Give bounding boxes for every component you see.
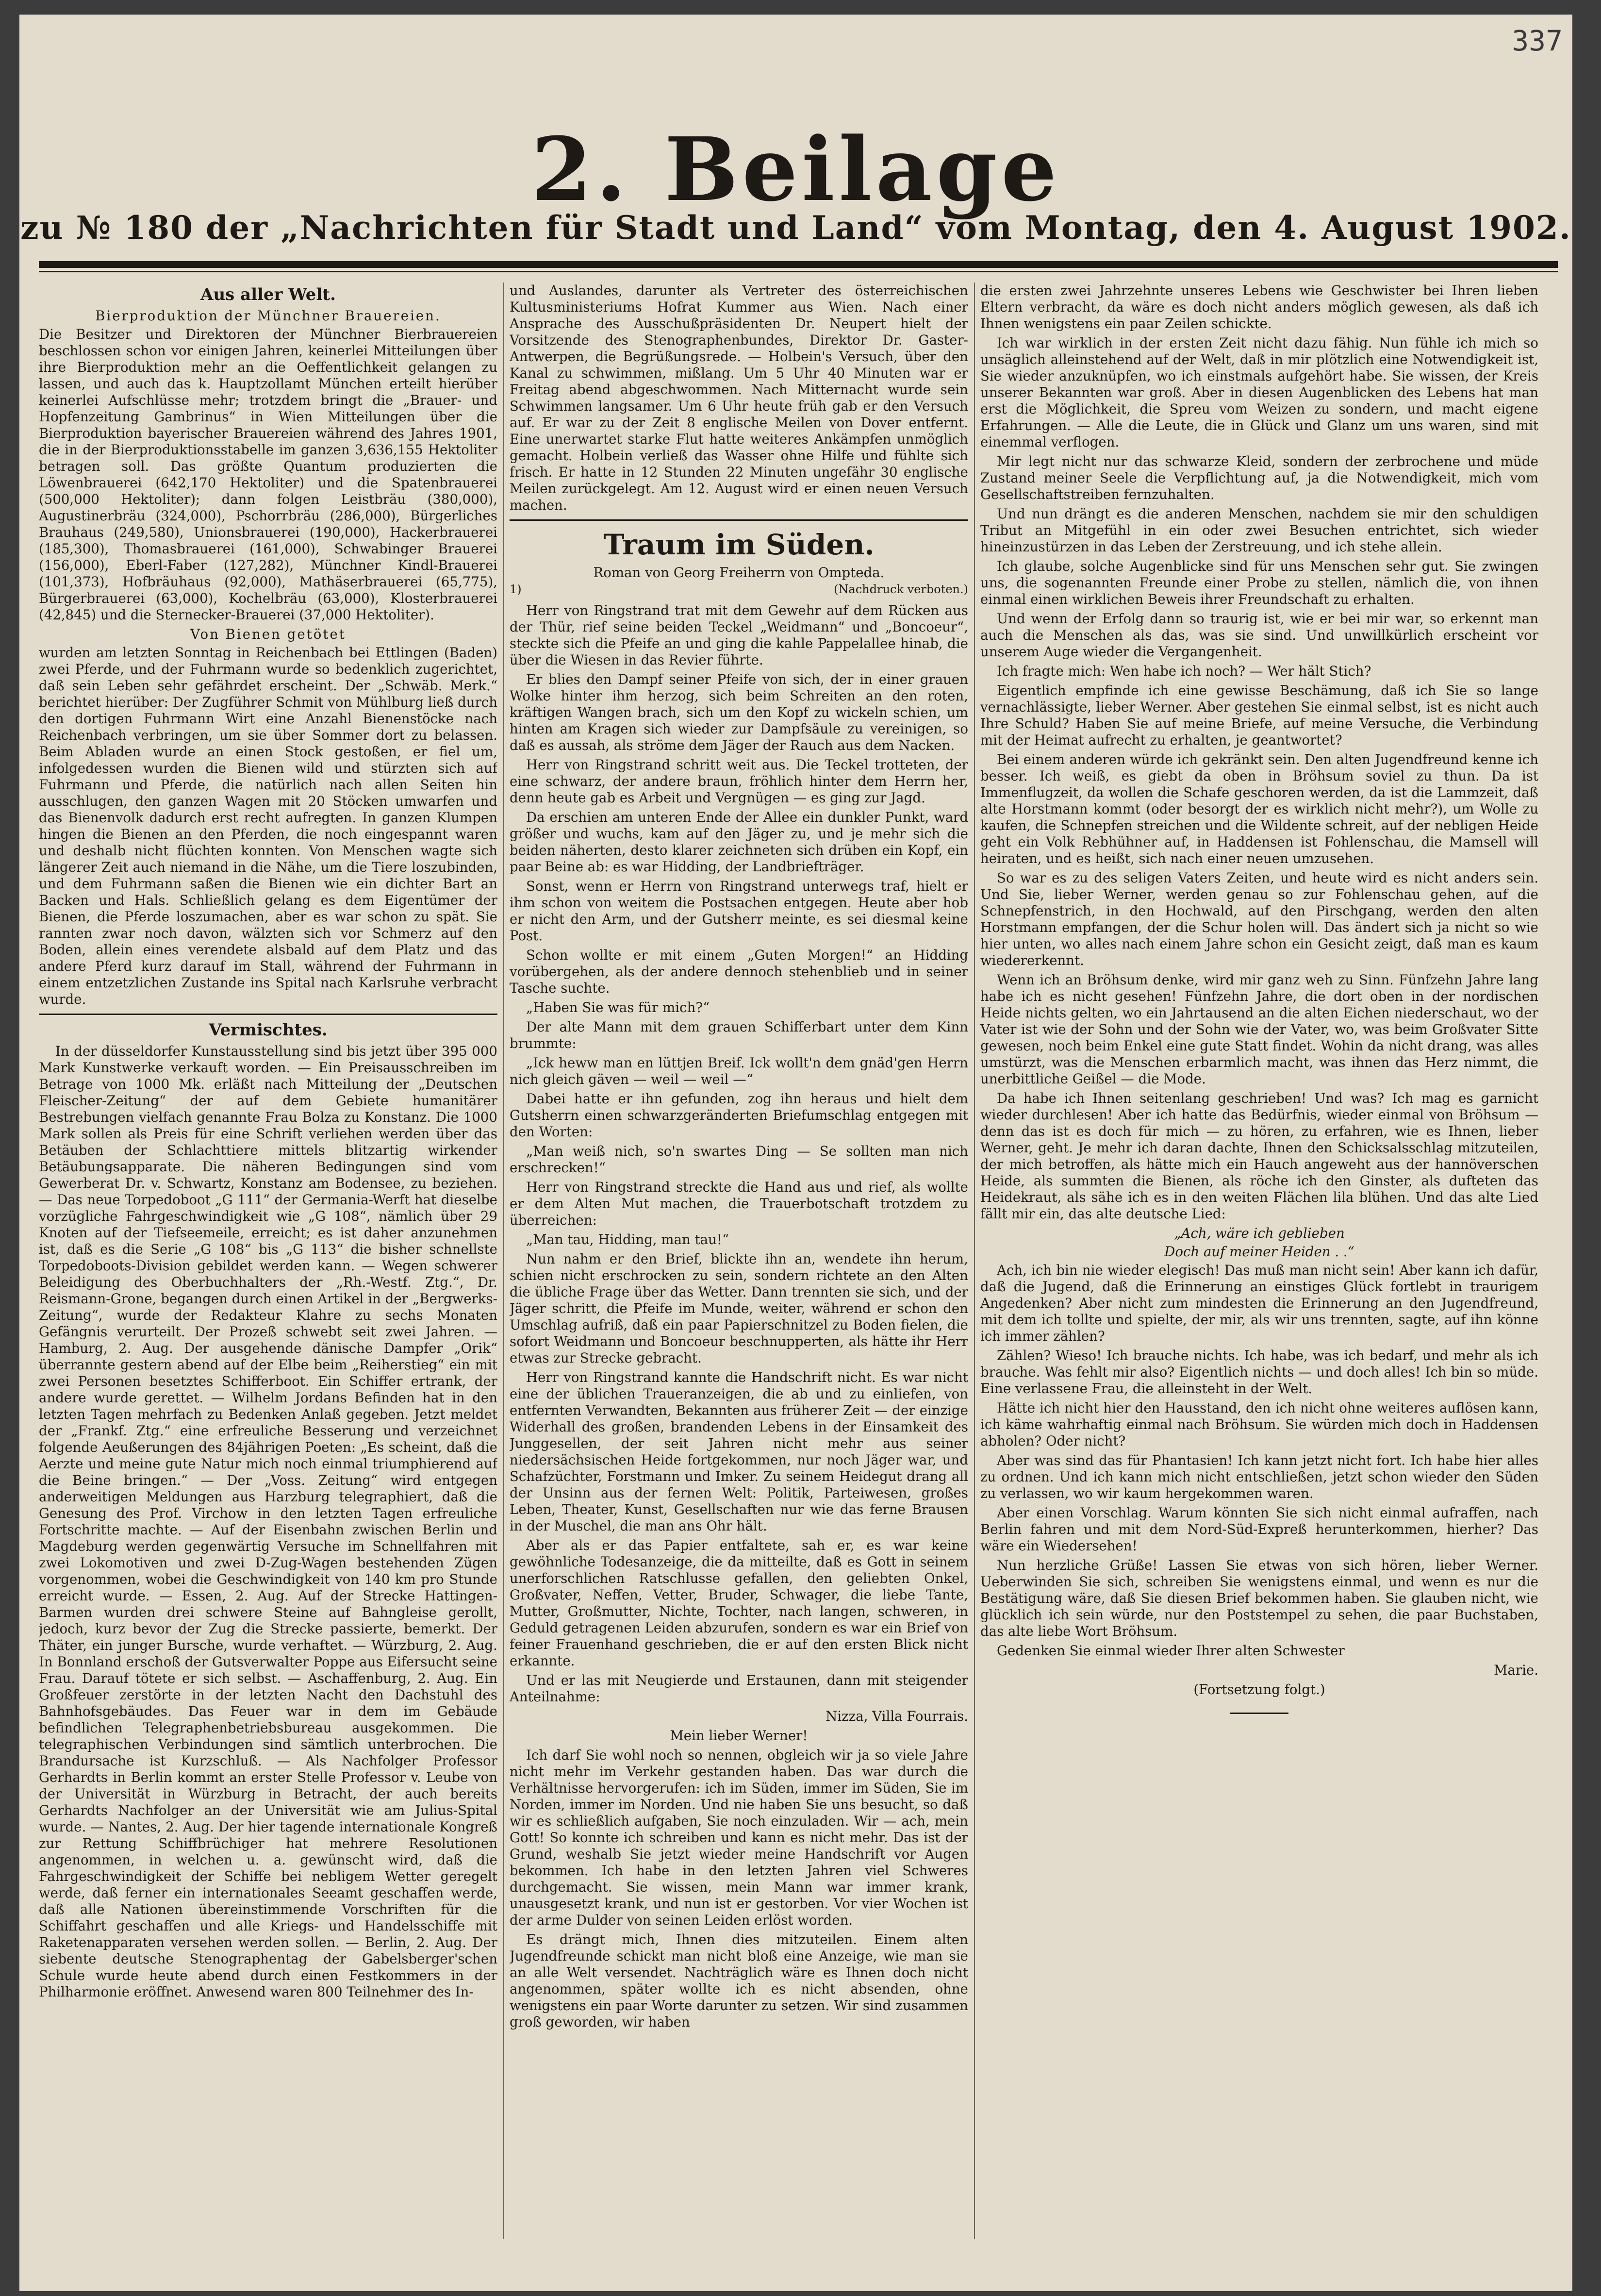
- novel-paragraph: „Man tau, Hidding, man tau!“: [526, 1231, 729, 1248]
- novel-title: Traum im Süden.: [603, 528, 875, 561]
- verse-line: „Ach, wäre ich geblieben: [1174, 1225, 1345, 1241]
- article-body: In der düsseldorfer Kunstausstellung sind bis jetzt über 395 000 Mark Kunstwerke verkauft worden. — Ein Preisausschreiben im Betrage von 1000 Mk. erläßt nach Mitteilung der „Deutschen Fleischer-Zeitung“ der auf dem Gebiete humanitärer Bestrebungen vielfach genannte Frau Bolza zu Konstanz. Die 1000 Mark sollen als Preis für eine Schrift verliehen werden über das Betäuben der Schlachttiere mittels blitzartig wirkender Betäubungsapparate. Die näheren Bedingungen sind vom Gewerberat Dr. v. Schwartz, Konstanz am Bodensee, zu beziehen. — Das neue Torpedoboot „G 111“ der Germania-Werft hat dieselbe vorzügliche Fahrgeschwindigkeit wie „G 108“, nämlich über 29 Knoten auf der Tiefseemeile, erreicht; es ist daher anzunehmen ist, daß es die Serie „G 108“ bis „G 113“ die bisher schnellste Torpedoboots-Division gebildet werden kann. — Wegen schwerer Beleidigung des Oberbuchhalters der „Rh.-Westf. Ztg.“, Dr. Reismann-Grone, begangen durch einen Artikel in der „Bergwerks-Zeitung“, wurde der Redakteur Klahre zu sechs Monaten Gefängnis verurteilt. Der Prozeß schwebt seit zwei Jahren. — Hamburg, 2. Aug. Der ausgehende dänische Dampfer „Orik“ überrannte gestern abend auf der Elbe beim „Reiherstieg“ ein mit zwei Personen besetztes Schifferboot. Ein Schiffer ertrank, der andere wurde gerettet. — Wilhelm Jordans Befinden hat in den letzten Tagen mehrfach zu Bedenken Anlaß gegeben. Jetzt meldet der „Frankf. Ztg.“ eine erfreuliche Besserung und verzeichnet folgende Aeußerungen des 84jährigen Poeten: „Es scheint, daß die Aerzte und meine gute Natur mich noch einmal triumphierend auf die Beine bringen.“ — Der „Voss. Zeitung“ wird entgegen anderweitigen Meldungen aus Harzburg telegraphiert, daß die Genesung des Prof. Virchow in den letzten Tagen erfreuliche Fortschritte machte. — Auf der Eisenbahn zwischen Berlin und Magdeburg werden gegenwärtig Versuche im Schnellfahren mit zwei Lokomotiven und zwei D-Zug-Wagen bestehenden Zügen vorgenommen, wobei die Geschwindigkeit von 140 km pro Stunde erreicht wurde. — Essen, 2. Aug. Auf der Strecke Hattingen-Barmen wurden drei schwere Steine auf Bahngleise gerollt, jedoch, kurz bevor der Zug die Strecke passierte, bemerkt. Der Thäter, ein junger Bursche, wurde verhaftet. — Würzburg, 2. Aug. In Bonnland erschoß der Gutsverwalter Poppe aus Eifersucht seine Frau. Darauf tötete er sich selbst. — Aschaffenburg, 2. Aug. Ein Großfeuer zerstörte in der letzten Nacht den Dachstuhl des Bahnhofsgebäudes. Das Feuer war in dem im Gebäude befindlichen Telegraphenbetriebsbureau ausgekommen. Die telegraphischen Verbindungen sind sämtlich unterbrochen. Die Brandursache ist Kurzschluß. — Als Nachfolger Professor Gerhardts in Berlin kommt an erster Stelle Professor v. Leube von der Universität in Würzburg in Betracht, der auch bereits Gerhardts Nachfolger an der Universität wie am Julius-Spital wurde. — Nantes, 2. Aug. Der hier tagende internationale Kongreß zur Rettung Schiffbrüchiger hat mehrere Resolutionen angenommen, in welchen u. a. gewünscht wird, daß die Fahrgeschwindigkeit der Schiffe bei nebligem Wetter geregelt werde, daß ferner ein internationales Seeamt geschaffen werde, daß alle Nationen übereinstimmende Vorschriften für die Schiffahrt geschaffen und alle Kriegs- und Handelsschiffe mit Raketenapparaten versehen werden sollen. — Berlin, 2. Aug. Der siebente deutsche Stenographentag der Gabelsberger'schen Schule wurde heute abend durch einen Festkommers in der Philharmonie eröffnet. Anwesend waren 800 Teilnehmer des In-: [39, 1043, 497, 2000]
- column-divider: [503, 283, 504, 2239]
- masthead-rule-thin: [39, 271, 1558, 272]
- novel-paragraph: Und nun drängt es die anderen Menschen, nachdem sie mir den schuldigen Tribut an Mitgefühl in ein oder zwei Besuchen entrichtet, sich wieder hineinzustürzen in das Leben der Zerstreuung, und ich stehe allein.: [980, 506, 1538, 555]
- installment-number: 1): [510, 582, 522, 596]
- novel-paragraph: Gedenken Sie einmal wieder Ihrer alten Schwester: [997, 1643, 1345, 1659]
- novel-paragraph: Herr von Ringstrand streckte die Hand aus und rief, als wollte er dem Alten Mut machen, die Trauerbotschaft trotzdem zu überreichen:: [510, 1179, 968, 1228]
- column-2: [510, 283, 968, 2239]
- article-body: wurden am letzten Sonntag in Reichenbach bei Ettlingen (Baden) zwei Pferde, und der Fuhrmann wurde so bedenklich zugerichtet, daß sein Leben sehr gefährdet erscheint. Der „Schwäb. Merk.“ berichtet hierüber: Der Zugführer Schmit von Mühlburg ließ durch den dortigen Fuhrmann Wirt eine Anzahl Bienenstöcke nach Reichenbach verbringen, um sie über Sommer dort zu belassen. Beim Abladen wurde an einen Stock gestoßen, er fiel um, infolgedessen wurden die Bienen wild und stürzten sich auf Fuhrmann und Pferde, die natürlich nach allen Seiten hin ausschlugen, den ganzen Wagen mit 20 Stöcken umwarfen und das Bienenvolk dadurch erst recht aufregten. In ganzen Klumpen hingen die Bienen an den Pferden, die noch eingespannt waren und deshalb nicht flüchten konnten. Von Menschen wagte sich längerer Zeit auch niemand in die Nähe, um die Tiere loszubinden, und dem Fuhrmann saßen die Bienen wie ein dichter Bart an Backen und Hals. Schließlich gelang es dem Eigentümer der Bienen, die Pferde loszumachen, aber es war schon zu spät. Sie rannten zwar noch davon, wälzten sich vor Schmerz auf den Boden, allein eines verendete alsbald auf dem Platz und das andere Pferd kurz darauf im Stall, während der Fuhrmann in einem entzetzlichen Zustande ins Spital nach Karlsruhe verbracht wurde.: [39, 645, 497, 1007]
- novel-paragraph: Ich glaube, solche Augenblicke sind für uns Menschen sehr gut. Sie zwingen uns, die sogenannten Freunde einer Probe zu stellen, nämlich die, von ihnen einmal einen wirklichen Beweis ihrer Freundschaft zu erhalten.: [980, 558, 1538, 607]
- novel-author: Roman von Georg Freiherrn von Ompteda.: [593, 565, 885, 581]
- novel-meta: [510, 581, 968, 598]
- novel-paragraph: Herr von Ringstrand trat mit dem Gewehr auf dem Rücken aus der Thür, rief seine beiden Teckel „Weidmann“ und „Boncoeur“, steckte sich die Pfeife an und ging die kahle Pappelallee hinab, die über die Wiesen in das Revier führte.: [510, 602, 968, 668]
- novel-paragraph: Wenn ich an Bröhsum denke, wird mir ganz weh zu Sinn. Fünfzehn Jahre lang habe ich es nicht gesehen! Fünfzehn Jahre, die dort oben in der nordischen Heide nichts gelten, wo ein Jahrtausend an die alten Eichen niederschaut, wo der Vater ist wie der Sohn und der Sohn wie der Vater, wo, was beim Großvater Sitte gewesen, noch beim Enkel eine gute Statt findet. Wohin da nicht drang, was alles umstürzt, was die Menschen erbarmlich macht, was ihnen das Herz nimmt, die unerbittliche Geißel — die Mode.: [980, 972, 1538, 1087]
- novel-paragraph: Er blies den Dampf seiner Pfeife von sich, der in einer grauen Wolke hinter ihm herzog, sich beim Schreiten an den roten, kräftigen Wangen brach, sich um den Kopf zu wickeln schien, um hinten am Kragen sich wieder zur Dampfsäule zu vereinigen, so daß es aussah, als ströme dem Jäger der Rauch aus dem Nacken.: [510, 671, 968, 753]
- novel-paragraph: „Man weiß nich, so'n swartes Ding — Se sollten man nich erschrecken!“: [510, 1143, 968, 1176]
- novel-paragraph: Da erschien am unteren Ende der Allee ein dunkler Punkt, ward größer und wuchs, kam auf den Jäger zu, und je mehr sich die beiden näherten, desto klarer zeichneten sich drüben ein Kopf, ein paar Beine ab: es war Hidding, der Landbriefträger.: [510, 809, 968, 875]
- article-title: Von Bienen getötet: [190, 626, 346, 642]
- reprint-note: (Nachdruck verboten.): [834, 582, 968, 596]
- verse-line: Doch auf meiner Heiden . .“: [1164, 1244, 1354, 1260]
- novel-paragraph: Der alte Mann mit dem grauen Schifferbart unter dem Kinn brummte:: [510, 1019, 968, 1051]
- novel-paragraph: Ich fragte mich: Wen habe ich noch? — Wer hält Stich?: [997, 663, 1371, 679]
- novel-paragraph: Aber was sind das für Phantasien! Ich kann jetzt nicht fort. Ich habe hier alles zu ordnen. Und ich kann mich nicht entschließen, jetzt schon wieder den Süden zu verlassen, wo wir kaum hergekommen waren.: [980, 1452, 1538, 1501]
- masthead-rule: [39, 261, 1558, 268]
- novel-paragraph: Eigentlich empfinde ich eine gewisse Beschämung, daß ich Sie so lange vernachlässigte, lieber Werner. Aber gestehen Sie einmal selbst, ist es nicht auch Ihre Schuld? Haben Sie auf meine Briefe, auf meine Versuche, die Verbindung mit der Heimat aufrecht zu erhalten, je geantwortet?: [980, 682, 1538, 748]
- column-1: [39, 283, 497, 2239]
- column-divider: [974, 283, 975, 2239]
- section-title: Vermischtes.: [209, 1020, 328, 1040]
- novel-paragraph: Bei einem anderen würde ich gekränkt sein. Den alten Jugendfreund kenne ich besser. Ich weiß, es giebt da oben in Bröhsum soviel zu thun. Da ist Immenflugzeit, da wollen die Schafe geschoren werden, da ist die Lammzeit, daß alte Horstmann kommt (oder besorgt der es wirklich nicht mehr?), um Wolle zu kaufen, die Schnepfen streichen und die Wildente schreit, auf der nebligen Heide geht ein Volk Rebhühner auf, in Haddensen ist Fohlenschau, die Mamsell will heiraten, und es heißt, sich nach einer neuen umzusehen.: [980, 751, 1538, 866]
- novel-paragraph: Herr von Ringstrand kannte die Handschrift nicht. Es war nicht eine der üblichen Traueranzeigen, die ab und zu einliefen, von entfernten Verwandten, Bekannten aus früherer Zeit — der einzige Widerhall des großen, brandenden Lebens in der Einsamkeit des Junggesellen, der seit Jahren nicht mehr aus seiner niedersächsischen Heide fortgekommen, nur noch Jäger war, und Schafzüchter, Forstmann und Imker. Zu seinem Heidegut drang all der Unsinn aus der fernen Welt: Politik, Parteiwesen, großes Leben, Theater, Kunst, Gesellschaften nur wie das ferne Brausen in der Muschel, die man ans Ohr hält.: [510, 1369, 968, 1534]
- letter-signature: Marie.: [1494, 1662, 1538, 1678]
- letter-greeting: Mein lieber Werner!: [670, 1728, 808, 1744]
- masthead-title: 2. Beilage: [531, 118, 1061, 221]
- novel-paragraph: Schon wollte er mit einem „Guten Morgen!“ an Hidding vorübergehen, als der andere dennoch stehenblieb und in seiner Tasche suchte.: [510, 947, 968, 996]
- novel-paragraph: Nun herzliche Grüße! Lassen Sie etwas von sich hören, lieber Werner. Ueberwinden Sie sich, schreiben Sie wenigstens einmal, und wenn es nur die Bestätigung wäre, daß Sie diesen Brief bekommen haben. Sie glauben nicht, wie glücklich ich sein würde, nur den Poststempel zu sehen, die paar Buchstaben, das alte liebe Wort Bröhsum.: [980, 1557, 1538, 1639]
- novel-paragraph: „Ick heww man en lüttjen Breif. Ick wollt'n dem gnäd'gen Herrn nich gleich gäven — weil — weil —“: [510, 1055, 968, 1087]
- novel-paragraph: „Haben Sie was für mich?“: [526, 999, 710, 1015]
- section-divider: [39, 1014, 497, 1015]
- newspaper-page: [19, 15, 1572, 2291]
- page-number: 337: [1512, 24, 1563, 57]
- end-rule: [1230, 1713, 1288, 1714]
- article-body: und Auslandes, darunter als Vertreter des österreichischen Kultusministeriums Hofrat Kummer aus Wien. Nach einer Ansprache des Ausschußpräsidenten Dr. Neupert hielt der Vorsitzende des Stenographenbundes, Direktor Dr. Gaster-Antwerpen, die Begrüßungsrede. — Holbein's Versuch, über den Kanal zu schwimmen, mißlang. Um 5 Uhr 40 Minuten war er Freitag abend abgeschwommen. Nach Mitternacht wurde sein Schwimmen langsamer. Um 6 Uhr heute früh gab er den Versuch auf. Er war zu der Zeit 8 englische Meilen von Dover entfernt. Eine unerwartet starke Flut hatte weiteres Ankämpfen unmöglich gemacht. Holbein verließ das Wasser ohne Hilfe und fühlte sich frisch. Er hatte in 12 Stunden 22 Minuten ungefähr 30 englische Meilen zurückgelegt. Am 12. August wird er einen neuen Versuch machen.: [510, 283, 968, 513]
- novel-paragraph: Mir legt nicht nur das schwarze Kleid, sondern der zerbrochene und müde Zustand meiner Seele die Verpflichtung auf, ja die Notwendigkeit, mich vom Gesellschaftstreiben fernzuhalten.: [980, 453, 1538, 502]
- novel-paragraph: Ach, ich bin nie wieder elegisch! Das muß man nicht sein! Aber kann ich dafür, daß die Jugend, daß die Erinnerung an einstiges Glück fortlebt in traurigem Angedenken? Aber nicht zum mindesten die Erinnerung an den Jugendfreund, mit dem ich tollte und spielte, der mir, als wir uns trennten, sagte, auf ihn könne ich immer zählen?: [980, 1262, 1538, 1344]
- novel-paragraph: Da habe ich Ihnen seitenlang geschrieben! Und was? Ich mag es garnicht wieder durchlesen! Aber ich hatte das Bedürfnis, wieder einmal von Bröhsum — denn das ist es doch für mich — zu hören, zu erfahren, wie es Ihnen, lieber Werner, geht. Je mehr ich daran dachte, Ihnen den Schicksalsschlag mitzuteilen, der mich betroffen, als hätte mich ein Hauch angeweht aus der hannöverschen Heide, als summten die Bienen, als röche ich den Ginster, als dufteten das Heidekraut, als sähe ich es in den weiten Flächen lila blühen. Und das alte Lied fällt mir ein, das alte deutsche Lied:: [980, 1090, 1538, 1222]
- novel-paragraph: Ich darf Sie wohl noch so nennen, obgleich wir ja so viele Jahre nicht mehr im Verkehr gestanden haben. Das war durch die Verhältnisse hervorgerufen: ich im Süden, immer im Süden, Sie im Norden, immer im Norden. Und nie haben Sie uns besucht, so daß wir es schließlich aufgaben, Sie noch einzuladen. Wir — ach, mein Gott! So konnte ich schreiben und kann es nicht mehr. Das ist der Grund, weshalb Sie jetzt wieder meine Handschrift vor Augen bekommen. Ich habe in den letzten Jahren viel Schweres durchgemacht. Sie wissen, mein Mann war immer krank, unausgesetzt krank, und nun ist er gestorben. Vor vier Wochen ist der arme Dulder von seinen Leiden erlöst worden.: [510, 1747, 968, 1928]
- novel-paragraph: Und wenn der Erfolg dann so traurig ist, wie er bei mir war, so erkennt man auch die Menschen als das, was sie sind. Und unwillkürlich erscheint vor unserem Auge wieder die Vergangenheit.: [980, 611, 1538, 660]
- column-3: [980, 283, 1538, 2239]
- novel-paragraph: So war es zu des seligen Vaters Zeiten, und heute wird es nicht anders sein. Und Sie, lieber Werner, werden genau so zur Fohlenschau gehen, auf die Schnepfenstrich, in den Hochwald, auf den Pirschgang, werden den alten Horstmann empfangen, der die Schur holen will. Das ändert sich ja nicht so wie hier unten, wo alles nach einem Jahre schon ein Gesicht zeigt, daß man es kaum wiedererkennt.: [980, 870, 1538, 968]
- novel-paragraph: Zählen? Wieso! Ich brauche nichts. Ich habe, was ich bedarf, und mehr als ich brauche. Was fehlt mir also? Eigentlich nichts — und doch alles! Ich bin so müde. Eine verlassene Frau, die alleinsteht in der Welt.: [980, 1348, 1538, 1397]
- article-body: Die Besitzer und Direktoren der Münchner Bierbrauereien beschlossen schon vor einigen Jahren, keinerlei Mitteilungen über ihre Bierproduktion mehr an die Oeffentlichkeit gelangen zu lassen, und auch das k. Hauptzollamt München erteilt hierüber keinerlei Aufschlüsse mehr; trotzdem bringt die „Brauer- und Hopfenzeitung Gambrinus“ in Wien Mitteilungen über die Bierproduktion bayerischer Brauereien während des Jahres 1901, die in der Bierproduktionsstabelle im ganzen 3,636,155 Hektoliter betragen soll. Das größte Quantum produzierten die Löwenbrauerei (642,170 Hektoliter) und die Spatenbrauerei (500,000 Hektoliter); dann folgen Leistbräu (380,000), Augustinerbräu (324,000), Pschorrbräu (286,000), Bürgerliches Brauhaus (249,580), Unionsbrauerei (190,000), Hackerbrauerei (185,300), Thomasbrauerei (161,000), Schwabinger Brauerei (156,000), Eberl-Faber (127,282), Münchner Kindl-Brauerei (101,373), Hofbräuhaus (92,000), Mathäserbrauerei (65,775), Bürgerbrauerei (63,000), Kochelbräu (63,000), Klosterbrauerei (42,845) und die Sternecker-Brauerei (37,000 Hektoliter).: [39, 326, 497, 623]
- letter-place: Nizza, Villa Fourrais.: [825, 1708, 968, 1724]
- novel-paragraph: Dabei hatte er ihn gefunden, zog ihn heraus und hielt dem Gutsherrn einen schwarzgeränderten Briefumschlag entgegen mit den Worten:: [510, 1091, 968, 1140]
- section-divider: [510, 519, 968, 521]
- masthead-subtitle: zu № 180 der „Nachrichten für Stadt und Land“ vom Montag, den 4. August 1902.: [20, 209, 1571, 247]
- novel-paragraph: Aber einen Vorschlag. Warum könnten Sie sich nicht einmal aufraffen, nach Berlin fahren und mit dem Nord-Süd-Expreß herunterkommen, hierher? Das wäre ein Wiedersehen!: [980, 1505, 1538, 1554]
- masthead: [19, 118, 1572, 221]
- novel-paragraph: Ich war wirklich in der ersten Zeit nicht dazu fähig. Nun fühle ich mich so unsäglich alleinstehend auf der Welt, daß in mir plötzlich eine Notwendigkeit ist, Sie wieder anzuknüpfen, wo ich einstmals aufgehört habe. Sie wissen, der Kreis unserer Bekannten war groß. Aber in diesen Augenblicken des Lebens hat man erst die Möglichkeit, die Spreu vom Weizen zu sondern, und macht eigene Erfahrungen. — Alle die Leute, die in Glück und Glanz um uns waren, sind mit einemmal verflogen.: [980, 335, 1538, 450]
- novel-paragraph: Es drängt mich, Ihnen dies mitzuteilen. Einem alten Jugendfreunde schickt man nicht bloß eine Anzeige, wie man sie an alle Welt versendet. Nachträglich wäre es Ihnen doch nicht angenommen, später wollte ich es nicht absenden, ohne wenigstens ein paar Worte darunter zu setzen. Wir sind zusammen groß geworden, wir haben: [510, 1931, 968, 2030]
- novel-paragraph: Sonst, wenn er Herrn von Ringstrand unterwegs traf, hielt er ihm schon von weitem die Postsachen entgegen. Heute aber hob er nicht den Arm, und der Gutsherr meinte, es sei diesmal keine Post.: [510, 878, 968, 944]
- novel-paragraph: Nun nahm er den Brief, blickte ihn an, wendete ihn herum, schien nicht erschrocken zu sein, sondern richtete an den Alten die übliche Frage über das Wetter. Dann trennten sie sich, und der Jäger schritt, die Pfeife im Munde, weiter, während er schon den Umschlag aufriß, daß ein paar Papierschnitzel zu Boden fielen, die sofort Weidmann und Boncoeur beschnupperten, als hätte ihr Herr etwas zur Strecke gebracht.: [510, 1251, 968, 1366]
- novel-paragraph: Aber als er das Papier entfaltete, sah er, es war keine gewöhnliche Todesanzeige, die da mitteilte, daß es Gott in seinem unerforschlichen Ratschlusse gefallen, den geliebten Onkel, Großvater, Neffen, Vetter, Bruder, Schwager, die liebe Tante, Mutter, Großmutter, Nichte, Tochter, nach langen, schweren, in Geduld getragenen Leiden abzurufen, sondern es war ein Brief von feiner Frauenhand geschrieben, die er auf den ersten Blick nicht erkannte.: [510, 1537, 968, 1669]
- novel-paragraph: die ersten zwei Jahrzehnte unseres Lebens wie Geschwister bei Ihren lieben Eltern verbracht, da wäre es doch nicht anders möglich gewesen, als daß ich Ihnen wenigstens ein paar Zeilen schickte.: [980, 283, 1538, 332]
- article-title: Bierproduktion der Münchner Brauereien.: [95, 308, 441, 324]
- continuation-note: (Fortsetzung folgt.): [1193, 1681, 1325, 1697]
- novel-paragraph: Hätte ich nicht hier den Hausstand, den ich nicht ohne weiteres auflösen kann, ich käme wahrhaftig einmal nach Bröhsum. Sie würden mich doch in Haddensen abholen? Oder nicht?: [980, 1400, 1538, 1449]
- novel-paragraph: Und er las mit Neugierde und Erstaunen, dann mit steigender Anteilnahme:: [510, 1672, 968, 1705]
- section-title: Aus aller Welt.: [200, 285, 336, 304]
- novel-paragraph: Herr von Ringstrand schritt weit aus. Die Teckel trotteten, der eine schwarz, der andere braun, fröhlich hinter dem Herrn her, denn heute gab es Arbeit und Vergnügen — es ging zur Jagd.: [510, 757, 968, 806]
